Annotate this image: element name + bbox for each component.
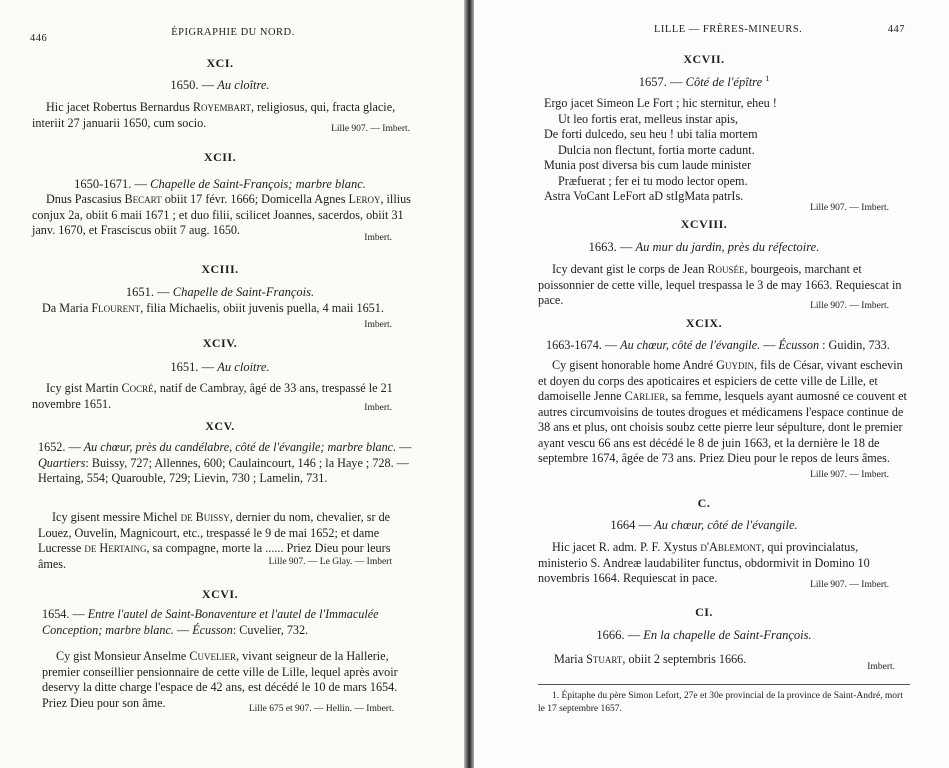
footnote-number: 1. xyxy=(552,691,560,701)
footnote-text: Épitaphe du père Simon Lefort, 27e et 30e provincial de la province de Saint-André, mort le 17 septembre 1657. xyxy=(538,691,903,714)
footnote-rule xyxy=(538,684,910,685)
entry-reference-ci: Imbert. xyxy=(867,662,895,672)
entry-place: Au mur du jardin, près du réfectoire. xyxy=(635,240,820,254)
entry-numeral-xci: XCI. xyxy=(206,56,234,70)
entry-numeral-xcvi: XCVI. xyxy=(201,587,239,601)
entry-reference-xciii: Imbert. xyxy=(364,320,392,330)
person-name: Cuvelier xyxy=(189,649,237,663)
left-page xyxy=(0,0,466,768)
person-name: Royembart xyxy=(192,100,251,114)
entry-text-c: Hic jacet R. adm. P. F. Xystus d'Ablemont, qui provincialatus, ministerio S. Andreæ laudabiliter functus, obdormivit in Domino 10 novembris 1664. Requiescat in pace. xyxy=(538,540,870,585)
person-name: de Hertaing xyxy=(84,541,147,555)
person-name: Becart xyxy=(124,192,162,206)
entry-heading-xciii: 1651. — Chapelle de Saint-François. xyxy=(125,285,315,299)
ecusson-value: : Cuvelier, 732. xyxy=(232,622,309,637)
running-head: LILLE — FRÈRES-MINEURS. xyxy=(654,24,803,35)
entry-place: Chapelle de Saint-François. xyxy=(172,285,315,299)
entry-numeral-xcv: XCV. xyxy=(205,419,235,433)
running-head: ÉPIGRAPHIE DU NORD. xyxy=(171,27,295,38)
entry-place: Au cloître. xyxy=(217,78,270,92)
entry-place: Au chœur, côté de l'évangile. xyxy=(620,338,761,352)
verse-line: Præfuerat ; fer ei tu modo lector opem. xyxy=(558,173,748,188)
entry-heading-xcvii: 1657. — Côté de l'épître $^1$ xyxy=(638,74,770,90)
person-name: Leroy xyxy=(348,192,381,206)
entry-date: 1650-1671. xyxy=(74,177,132,191)
person-name: Stuart xyxy=(586,652,623,666)
quartiers-label: Quartiers xyxy=(38,455,86,470)
entry-text-xciv: Icy gist Martin Cocré, natif de Cambray, âgé de 33 ans, trespassé le 21 novembre 1651. xyxy=(32,381,393,411)
entry-date: 1654. xyxy=(42,607,70,621)
verse-line: Astra VoCant LeFort aD stIgMata patrIs. xyxy=(544,189,744,203)
entry-reference-xciv: Imbert. xyxy=(364,403,392,413)
verse-line: Ergo jacet Simeon Le Fort ; hic sternitur, eheu ! xyxy=(544,96,777,110)
entry-heading-xcix: 1663-1674. — Au chœur, côté de l'évangile. — Écusson : Guidin, 733. xyxy=(546,338,890,352)
entry-date: 1664 xyxy=(610,518,636,532)
entry-numeral-xcii: XCII. xyxy=(203,150,237,164)
entry-numeral-xciii: XCIII. xyxy=(201,262,239,276)
book-gutter xyxy=(464,0,474,768)
entry-reference-xcv: Lille 907. — Le Glay. — Imbert xyxy=(268,557,392,567)
entry-heading-xcv: 1652. — Au chœur, près du candélabre, côté de l'évangile; marbre blanc. — Quartiers: Buissy, 727; Allennes, 600; Caulaincourt, 146 ; la Haye ; 728. — Hertaing, 554; Quarouble, 729; Lievin, 730 ; Lamelin, 731. xyxy=(38,440,412,485)
entry-date: 1663-1674. xyxy=(546,338,602,352)
entry-text-ci: Maria Stuart, obiit 2 septembris 1666. xyxy=(554,652,747,666)
entry-text-xcii: Dnus Pascasius Becart obiit 17 févr. 1666; Domicella Agnes Leroy, illius conjux 2a, obiit 6 maii 1671 ; et duo filii, scilicet Joannes, sacerdos, obiit 31 janv. 1670, et Frasciscus obiit 7 aug. 1650. xyxy=(32,192,411,237)
person-name: Cocré xyxy=(121,381,154,395)
right-page xyxy=(474,0,949,768)
entry-reference-xcvi: Lille 675 et 907. — Hellin. — Imbert. xyxy=(248,704,394,714)
entry-text-xcv: Icy gisent messire Michel de Buissy, dernier du nom, chevalier, sr de Louez, Ouvelin, Magnicourt, etc., trespassé le 9 de mai 1652; et dame Lucresse de Hertaing, sa compagne, morte la ...... Priez Dieu pour leurs âmes. xyxy=(38,510,391,571)
entry-place: En la chapelle de Saint-François. xyxy=(643,628,812,642)
person-name: Guydin xyxy=(716,358,754,372)
entry-numeral-ci: CI. xyxy=(695,605,713,619)
entry-date: 1651. xyxy=(125,285,155,299)
entry-heading-ci: 1666. — En la chapelle de Saint-François. xyxy=(596,628,812,642)
verse-line: De forti dulcedo, seu heu ! ubi talia mortem xyxy=(544,127,758,141)
footnote xyxy=(538,690,910,716)
entry-date: 1652. xyxy=(38,440,66,454)
entry-heading-xcii: 1650-1671. — Chapelle de Saint-François; marbre blanc. xyxy=(74,177,366,191)
entry-numeral-xcviii: XCVIII. xyxy=(680,217,728,231)
entry-date: 1650. xyxy=(170,78,199,92)
entry-numeral-xcvii: XCVII. xyxy=(683,52,725,66)
entry-heading-xcviii: 1663. — Au mur du jardin, près du réfectoire. xyxy=(588,240,820,254)
entry-text-xci: Hic jacet Robertus Bernardus Royembart, religiosus, qui, fracta glacie, interiit 27 januarii 1650, cum socio. xyxy=(32,100,396,130)
entry-reference-c: Lille 907. — Imbert. xyxy=(810,580,889,590)
entry-reference-xcviii: Lille 907. — Imbert. xyxy=(810,301,889,311)
entry-text-xcix: Cy gisent honorable home André Guydin, fils de César, vivant eschevin et doyen du corps des apoticaires et espiciers de cette ville de Lille, et damoiselle Jenne Carlier, sa femme, lesquels ayant aumosné ce couvent et autres circumvoisins de toutes drogues et médicamens l'espace continue de 38 ans et plus, ont choisis soubz cette pierre leur sépulture, dont le premier ayant vescu 66 ans est décédé le 8 de juin 1663, et la dernière le 18 de septembre 1674, âgée de 73 ans. Priez Dieu pour le repos de leurs âmes. xyxy=(538,358,907,465)
entry-text-xciii: Da Maria Flourent, filia Michaelis, obiit juvenis puella, 4 maii 1651. xyxy=(42,301,384,315)
quartiers-list: : Buissy, 727; Allennes, 600; Caulaincourt, 146 ; la Haye ; 728. — Hertaing, 554; Quarouble, 729; Lievin, 730 ; Lamelin, 731. xyxy=(38,455,409,485)
entry-date: 1663. xyxy=(588,240,617,254)
entry-numeral-c: C. xyxy=(697,496,711,510)
ecusson-label: Écusson xyxy=(778,338,820,352)
entry-numeral-xciv: XCIV. xyxy=(202,336,238,350)
entry-heading-xcvi: 1654. — Entre l'autel de Saint-Bonaventure et l'autel de l'Immaculée Conception; marbre blanc. — Écusson: Cuvelier, 732. xyxy=(42,607,379,637)
page-number: 446 xyxy=(30,33,48,44)
entry-heading-xci: 1650. — Au cloître. xyxy=(170,78,270,92)
entry-numeral-xcix: XCIX. xyxy=(685,316,723,330)
entry-place: Au chœur, près du candélabre, côté de l'évangile; marbre blanc. xyxy=(83,440,397,454)
page-number: 447 xyxy=(887,24,905,35)
person-name: d'Ablemont xyxy=(700,540,762,554)
entry-place: Côté de l'épître xyxy=(685,75,763,90)
entry-place: Chapelle de Saint-François; marbre blanc. xyxy=(150,177,366,191)
person-name: de Buissy xyxy=(180,510,230,524)
entry-date: 1657. xyxy=(638,75,667,90)
ecusson-value: : Guidin, 733. xyxy=(819,338,890,352)
entry-place: Entre l'autel de Saint-Bonaventure et l'autel de l'Immaculée Conception; marbre blanc. xyxy=(42,607,379,637)
ecusson-label: Écusson xyxy=(192,622,233,637)
entry-reference-xcix: Lille 907. — Imbert. xyxy=(810,470,889,480)
entry-reference-xci: Lille 907. — Imbert. xyxy=(331,124,410,134)
entry-reference-xcvii: Lille 907. — Imbert. xyxy=(810,203,889,213)
person-name: Flourent xyxy=(91,301,141,315)
verse-line: Ut leo fortis erat, melleus instar apis, xyxy=(558,111,739,126)
entry-place: Au cloitre. xyxy=(217,360,270,374)
entry-text-xcviii: Icy devant gist le corps de Jean Rousée, bourgeois, marchant et poissonnier de cette ville, lequel trespassa le 3 de may 1663. Requiescat in pace. xyxy=(538,262,902,307)
entry-date: 1651. xyxy=(170,360,199,374)
entry-place: Au chœur, côté de l'évangile. xyxy=(654,518,798,532)
verse-line: Dulcia non flectunt, fortia morte cadunt. xyxy=(558,142,755,157)
entry-heading-xciv: 1651. — Au cloitre. xyxy=(170,360,270,374)
epitaph-verse xyxy=(544,96,874,205)
entry-text-xcvi: Cy gist Monsieur Anselme Cuvelier, vivant seigneur de la Hallerie, premier conseillier pensionnaire de cette ville de Lille, lequel après avoir deservy la ditte charge l'espace de 42 ans, est décédé le 10 de mars 1654. Priez Dieu pour son âme. xyxy=(42,649,398,710)
entry-date: 1666. xyxy=(596,628,625,642)
verse-line: Munia post diversa bis cum laude minister xyxy=(544,158,752,172)
entry-reference-xcii: Imbert. xyxy=(364,233,392,243)
entry-heading-c: 1664 — Au chœur, côté de l'évangile. xyxy=(610,518,798,532)
footnote-marker: 1 xyxy=(765,74,770,83)
person-name: Rousée xyxy=(707,262,745,276)
person-name: Carlier xyxy=(624,389,666,403)
